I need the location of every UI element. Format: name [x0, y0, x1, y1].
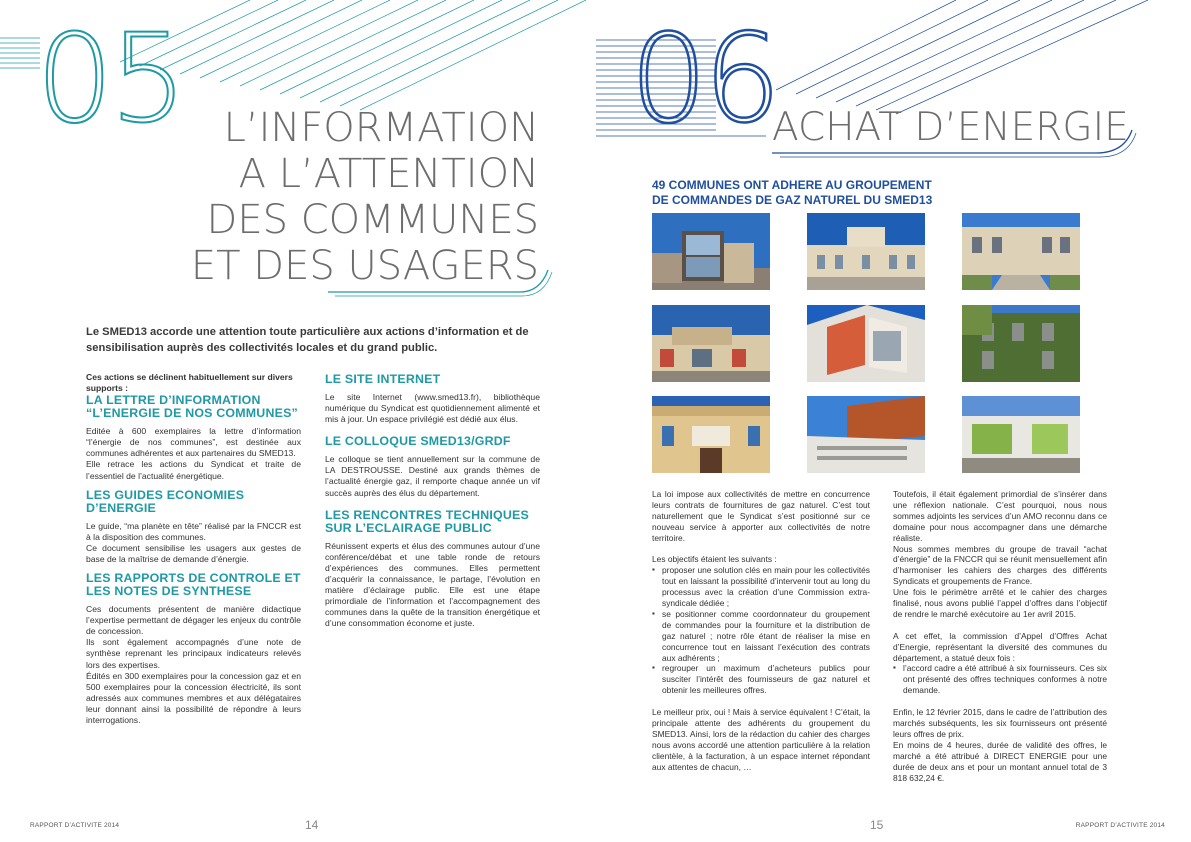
photo-mairie-facade: [652, 396, 770, 473]
photo-title-line-2: DE COMMANDES DE GAZ NATUREL DU SMED13: [652, 193, 933, 207]
decisions-list: [893, 663, 1107, 696]
photo-grid: [652, 213, 1134, 473]
paragraph: Le site Internet (www.smed13.fr), bibliothèque numérique du Syndicat est quotidiennement alimenté et mis à jour. Un espace privilégié est dédié aux élus.: [325, 392, 540, 425]
photo-school-building: [652, 305, 770, 382]
paragraph: Enfin, le 12 février 2015, dans le cadre de l’attribution des marchés subséquents, les six fournisseurs ont présenté leurs offres de prix.: [893, 707, 1107, 739]
title-line-1: L’INFORMATION: [223, 105, 539, 151]
objectives-list: [652, 565, 870, 696]
heading-site: LE SITE INTERNET: [325, 372, 441, 386]
heading-lettre-line-1: LA LETTRE D’INFORMATION: [86, 393, 261, 408]
right-column-1: [652, 489, 870, 773]
title-line: ACHAT D’ENERGIE: [772, 105, 1129, 150]
photo-ivy-building: [962, 305, 1080, 382]
paragraph: La loi impose aux collectivités de mettre en concurrence leurs contrats de fournitures de gaz naturel. C’est tout naturellement que le Syndicat s’est positionné sur ce nouveau service à apporter aux collectivités de notre territoire.: [652, 489, 870, 543]
footer-label: RAPPORT D’ACTIVITE 2014: [1075, 822, 1165, 829]
page-number: 14: [305, 818, 319, 832]
title-line-2: A L’ATTENTION: [238, 151, 539, 197]
heading-rencontres-line-2: SUR L’ECLAIRAGE PUBLIC: [325, 520, 492, 535]
photo-stairs-building: [962, 213, 1080, 290]
paragraph: Editée à 600 exemplaires la lettre d’information “l’énergie de nos communes”, est destinée aux communes adhérentes et aux partenaires du SMED13.: [86, 426, 301, 459]
paragraph: Réunissent experts et élus des communes autour d’une conférence/débat et une table ronde de retours d’expériences des communes. Elles permettent d’acquérir la connaissance, le partage, l’évolution en matière d’éclairage public. Elle est une étape primordiale de l’information et l’accompagnement des communes dans la quête de la transition énergétique et d’une consommation économe et juste.: [325, 540, 540, 629]
paragraph: Édités en 300 exemplaires pour la concession gaz et en 500 exemplaires pour la concession électricité, ils sont adressés aux communes membres et aux délégataires leur donnant ainsi la possibilité de répondre à leurs interrogations.: [86, 670, 301, 725]
title-line-4: ET DES USAGERS: [190, 243, 539, 289]
paragraph: Ils sont également accompagnés d’une note de synthèse reprenant les principaux indicateurs relevés lors des expertises.: [86, 637, 301, 670]
section-title: [772, 105, 1129, 151]
list-item: ▪ regrouper un maximum d’acheteurs publics pour susciter l’intérêt des fournisseurs de gaz naturel et obtenir les meilleures offres.: [652, 663, 870, 696]
heading-colloque: LE COLLOQUE SMED13/GRDF: [325, 434, 511, 449]
photo-rust-facade: [807, 396, 925, 473]
paragraph: Elle retrace les actions du Syndicat et traite de l’essentiel de l’actualité énergétique.: [86, 459, 301, 481]
list-item: ▪ se positionner comme coordonnateur du groupement de commandes pour la fourniture et la distribution de gaz naturel ; notre rôle étant de réaliser la mise en concurrence tout en laissant l’exécution des contrats aux adhérents ;: [652, 609, 870, 664]
heading-lettre-line-2: “L’ENERGIE DE NOS COMMUNES”: [86, 406, 298, 421]
paragraph: Le guide, “ma planète en tête” réalisé par la FNCCR est à la disposition des communes.: [86, 520, 301, 542]
photo-green-pattern-wall: [962, 396, 1080, 473]
paragraph: En moins de 4 heures, durée de validité des offres, le marché a été attribué à DIRECT ENERGIE pour une durée de deux ans et pour un montant annuel total de 3 818 632,24 €.: [893, 739, 1107, 783]
intro-paragraph: Le SMED13 accorde une attention toute particulière aux actions d’information et de sensibilisation auprès des collectivités locales et du grand public.: [86, 326, 529, 354]
title-line-3: DES COMMUNES: [206, 197, 539, 243]
lead-text: Ces actions se déclinent habituellement sur divers supports :: [86, 372, 293, 394]
paragraph: Le meilleur prix, oui ! Mais à service équivalent ! C’était, la principale attente des adhérents du groupement du SMED13. Ainsi, lors de la rédaction du cahier des charges nous avons accordé une attention particulière à la relation clientèle, à la facturation, à un espace internet répondant aux attentes de chacun, …: [652, 707, 870, 772]
paragraph: Toutefois, il était également primordial de s’insérer dans une réflexion nationale. C’est pourquoi, nous nous sommes adjoints les services d’un AMO reconnu dans ce domaine pour nous accompagner dans une démarche réaliste.: [893, 489, 1107, 543]
photo-town-hall: [807, 213, 925, 290]
left-column-1: [86, 372, 301, 726]
paragraph: Une fois le périmètre arrêté et le cahier des charges finalisé, nous avons publié l’appel d’offres dans l’objectif de rendre le marché exécutoire au 1er avril 2015.: [893, 587, 1107, 619]
paragraph: Nous sommes membres du groupe de travail “achat d’énergie” de la FNCCR qui se réunit mensuellement afin d’harmoniser les cahiers des charges des différents Syndicats et groupements de France.: [893, 543, 1107, 587]
chapter-number: 06: [630, 8, 778, 150]
section-title: [191, 105, 539, 289]
paragraph: Les objectifs étaient les suivants :: [652, 554, 777, 565]
list-item: ▪ proposer une solution clés en main pour les collectivités tout en laissant la possibilité d’intervenir tout au long du processus avec la création d’une Commission extra-syndicale dédiée ;: [652, 565, 870, 609]
heading-rapports-line-2: LES NOTES DE SYNTHESE: [86, 584, 252, 599]
page-number: 15: [870, 818, 884, 832]
heading-lettre: [86, 394, 301, 420]
heading-rencontres-line-1: LES RENCONTRES TECHNIQUES: [325, 507, 529, 522]
paragraph: A cet effet, la commission d’Appel d’Offres Achat d’Energie, représentant la diversité des communes du département, a statué deux fois :: [893, 630, 1107, 663]
left-column-2: [325, 373, 540, 629]
heading-rencontres: [325, 509, 540, 535]
photo-modern-building: [652, 213, 770, 290]
paragraph: Le colloque se tient annuellement sur la commune de LA DESTROUSSE. Destiné aux grands thèmes de l’actualité énergie gaz, il remporte chaque année un vif succès auprès des élus du département.: [325, 454, 540, 498]
heading-rapports: [86, 572, 301, 598]
photo-colored-facade: [807, 305, 925, 382]
page-14: [0, 0, 595, 842]
list-item: ▪ l’accord cadre a été attribué à six fournisseurs. Ces six ont présenté des offres techniques conformes à notre demande.: [893, 663, 1107, 696]
paragraph: Ces documents présentent de manière didactique l’expertise permettant de dégager les enjeux du contrôle de concession.: [86, 604, 301, 637]
photo-title-line-1: 49 COMMUNES ONT ADHERE AU GROUPEMENT: [652, 178, 932, 192]
paragraph: Ce document sensibilise les usagers aux gestes de base de la maîtrise de demande d’énergie.: [86, 542, 301, 564]
photo-section-title: [652, 178, 932, 208]
chapter-number: 05: [36, 8, 184, 150]
heading-guides: LES GUIDES ECONOMIES D’ENERGIE: [86, 487, 245, 515]
right-column-2: [893, 489, 1107, 783]
heading-rapports-line-1: LES RAPPORTS DE CONTROLE ET: [86, 571, 301, 586]
footer-label: RAPPORT D’ACTIVITE 2014: [30, 822, 120, 829]
